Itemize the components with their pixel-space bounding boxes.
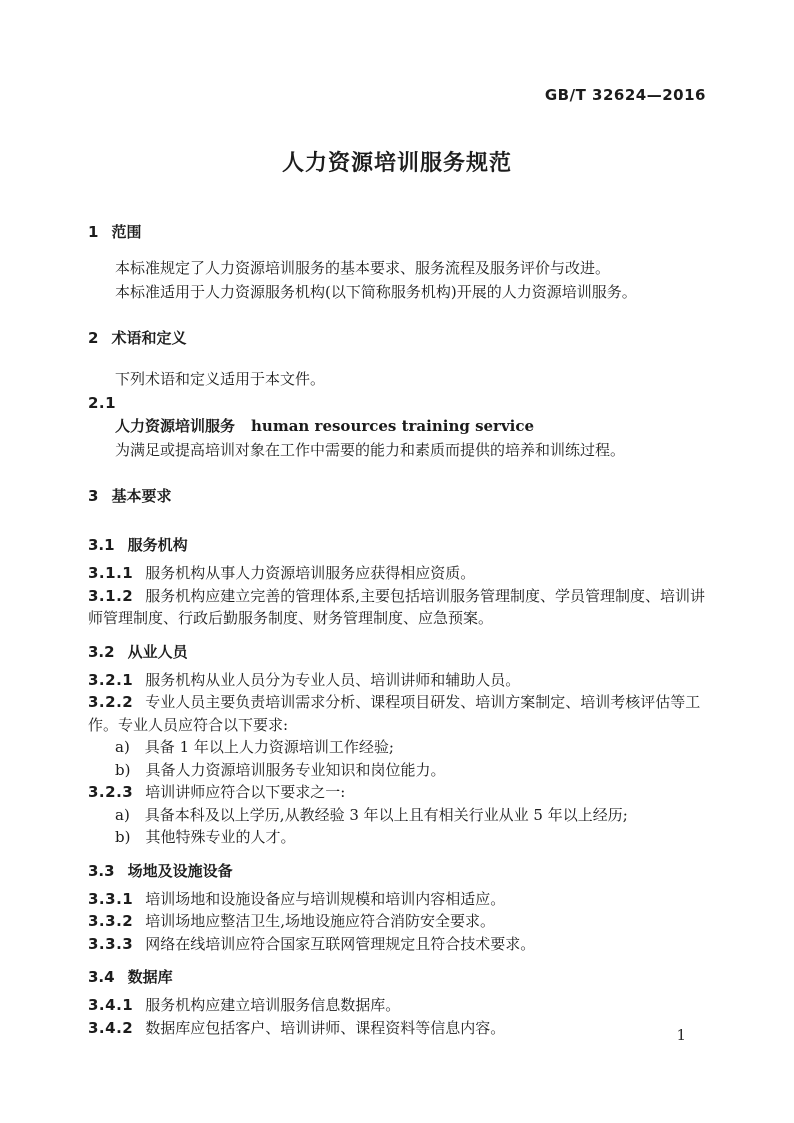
page-number: 1 — [676, 1026, 686, 1044]
clause-text: 服务机构应建立完善的管理体系,主要包括培训服务管理制度、学员管理制度、培训讲师管理制度、行政后勤服务制度、财务管理制度、应急预案。 — [88, 586, 705, 627]
clause-number: 3.4.2 — [88, 1018, 134, 1037]
clause-3-1-1 — [88, 562, 706, 585]
section-heading-scope — [88, 224, 706, 241]
clause-text: 培训场地和设施设备应与培训规模和培训内容相适应。 — [145, 889, 506, 908]
clause-text: 数据库应包括客户、培训讲师、课程资料等信息内容。 — [145, 1018, 506, 1037]
subsection-number: 3.2 — [88, 642, 115, 661]
list-item-text: 具备 1 年以上人力资源培训工作经验; — [144, 738, 394, 756]
section-title: 范围 — [111, 223, 142, 241]
subsection-number: 3.1 — [88, 536, 115, 554]
list-item-text: 具备本科及以上学历,从教经验 3 年以上且有相关行业从业 5 年以上经历; — [144, 805, 628, 824]
term-definition: 为满足或提高培训对象在工作中需要的能力和素质而提供的培养和训练过程。 — [115, 440, 626, 459]
list-item-label: b) — [115, 760, 131, 779]
list-item-a — [88, 804, 706, 827]
section-heading-terms — [88, 330, 706, 347]
list-item-text: 其他特殊专业的人才。 — [145, 828, 296, 846]
list-item-label: a) — [115, 738, 130, 756]
clause-3-3-3 — [88, 933, 706, 956]
section-title: 术语和定义 — [111, 329, 187, 347]
clause-3-2-2 — [88, 691, 706, 736]
terms-intro: 下列术语和定义适用于本文件。 — [115, 370, 326, 388]
clause-text: 服务机构从业人员分为专业人员、培训讲师和辅助人员。 — [145, 670, 521, 689]
subsection-heading-3-4 — [88, 969, 706, 986]
clause-3-4-1 — [88, 994, 706, 1017]
subsection-title: 数据库 — [127, 968, 173, 986]
clause-number: 3.3.2 — [88, 912, 134, 930]
section-heading-basic — [88, 488, 706, 505]
term-english: human resources training service — [251, 417, 535, 435]
subsection-heading-3-3 — [88, 863, 706, 880]
terms-body — [88, 368, 706, 462]
section-title: 基本要求 — [111, 487, 172, 505]
term-chinese: 人力资源培训服务 — [115, 417, 236, 435]
list-item-label: a) — [115, 805, 130, 824]
paragraph: 本标准适用于人力资源服务机构(以下简称服务机构)开展的人力资源培训服务。 — [115, 282, 637, 301]
clause-number: 3.1.2 — [88, 586, 134, 605]
standard-code: GB/T 32624—2016 — [544, 86, 706, 104]
section-number: 1 — [88, 223, 99, 241]
clause-number: 3.2.2 — [88, 693, 134, 711]
clause-text: 培训讲师应符合以下要求之一: — [145, 783, 346, 801]
subsection-title: 场地及设施设备 — [127, 861, 233, 880]
clause-text: 培训场地应整洁卫生,场地设施应符合消防安全要求。 — [145, 912, 495, 930]
clause-3-3-2 — [88, 910, 706, 933]
clause-text: 网络在线培训应符合国家互联网管理规定且符合技术要求。 — [145, 934, 536, 953]
subsection-title: 服务机构 — [127, 536, 188, 554]
clause-number: 3.2.1 — [88, 670, 134, 689]
subsection-number: 3.4 — [88, 968, 115, 986]
clause-number: 3.3.3 — [88, 934, 134, 953]
clause-number: 3.1.1 — [88, 564, 134, 582]
section-number: 2 — [88, 329, 99, 347]
subsection-clauses — [88, 669, 706, 849]
scope-paragraphs — [88, 257, 706, 304]
list-item-label: b) — [115, 828, 131, 846]
subsection-title: 从业人员 — [127, 642, 188, 661]
clause-3-2-3 — [88, 781, 706, 804]
list-item-a — [88, 736, 706, 759]
subsection-heading-3-1 — [88, 537, 706, 554]
clause-number: 3.2.3 — [88, 783, 134, 801]
clause-number: 3.4.1 — [88, 996, 134, 1014]
list-item-b — [88, 759, 706, 782]
term-entry — [88, 415, 706, 439]
list-item-b — [88, 826, 706, 849]
subsection-number: 3.3 — [88, 861, 115, 880]
clause-text: 专业人员主要负责培训需求分析、课程项目研发、培训方案制定、培训考核评估等工作。专业人员应符合以下要求: — [88, 693, 701, 734]
clause-3-1-2 — [88, 585, 706, 630]
clause-text: 服务机构应建立培训服务信息数据库。 — [145, 996, 401, 1014]
subsection-clauses — [88, 994, 706, 1039]
section-number: 3 — [88, 487, 99, 505]
list-item-text: 具备人力资源培训服务专业知识和岗位能力。 — [145, 760, 446, 779]
subsection-heading-3-2 — [88, 644, 706, 661]
clause-number: 3.3.1 — [88, 889, 134, 908]
subsection-clauses — [88, 888, 706, 956]
subsection-clauses — [88, 562, 706, 630]
document-title: 人力资源培训服务规范 — [281, 151, 512, 176]
paragraph: 本标准规定了人力资源培训服务的基本要求、服务流程及服务评价与改进。 — [115, 259, 611, 277]
clause-3-3-1 — [88, 888, 706, 911]
clause-3-2-1 — [88, 669, 706, 692]
term-number: 2.1 — [88, 393, 117, 412]
clause-3-4-2 — [88, 1017, 706, 1040]
clause-text: 服务机构从事人力资源培训服务应获得相应资质。 — [145, 564, 476, 582]
